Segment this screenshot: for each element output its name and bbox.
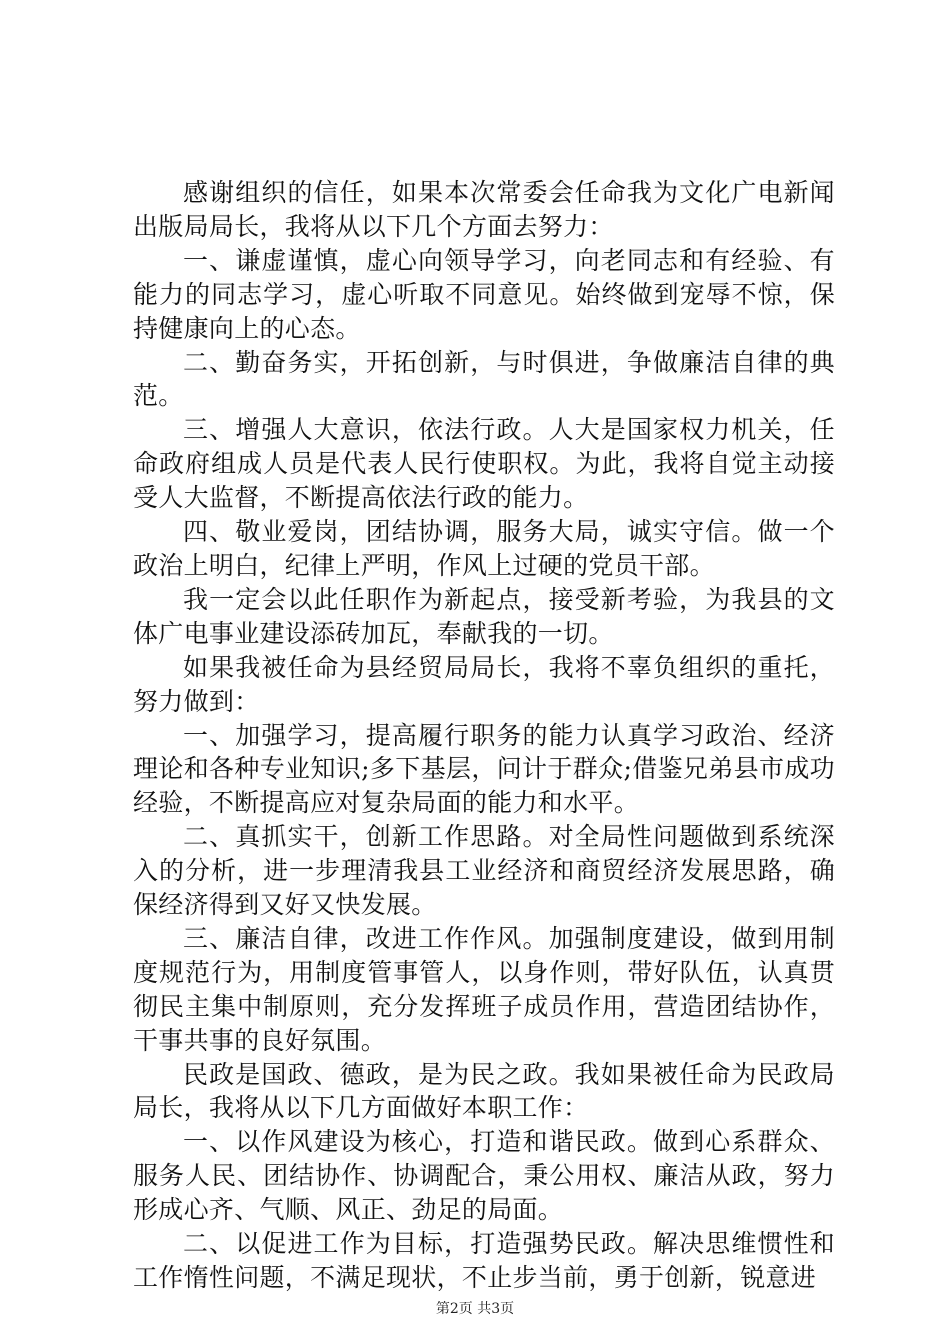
- paragraph: 三、廉洁自律，改进工作作风。加强制度建设，做到用制度规范行为，用制度管事管人，以身作则，带好队伍，认真贯彻民主集中制原则，充分发挥班子成员作用，营造团结协作，干事共事的良好氛围。: [133, 923, 835, 1055]
- paragraph: 一、以作风建设为核心，打造和谐民政。做到心系群众、服务人民、团结协作、协调配合，秉公用权、廉洁从政，努力形成心齐、气顺、风正、劲足的局面。: [133, 1127, 835, 1225]
- paragraph: 一、谦虚谨慎，虚心向领导学习，向老同志和有经验、有能力的同志学习，虚心听取不同意见。始终做到宠辱不惊，保持健康向上的心态。: [133, 245, 835, 343]
- paragraph: 二、勤奋务实，开拓创新，与时俱进，争做廉洁自律的典范。: [133, 347, 835, 411]
- page-footer: [0, 1300, 950, 1318]
- paragraph: 一、加强学习，提高履行职务的能力认真学习政治、经济理论和各种专业知识;多下基层，问计于群众;借鉴兄弟县市成功经验，不断提高应对复杂局面的能力和水平。: [133, 720, 835, 818]
- paragraph: 我一定会以此任职作为新起点，接受新考验，为我县的文体广电事业建设添砖加瓦，奉献我的一切。: [133, 584, 835, 648]
- document-body: [133, 176, 835, 1295]
- paragraph: 如果我被任命为县经贸局局长，我将不辜负组织的重托，努力做到：: [133, 652, 835, 716]
- paragraph: 感谢组织的信任，如果本次常委会任命我为文化广电新闻出版局局长，我将从以下几个方面去努力：: [133, 178, 835, 241]
- paragraph: 二、以促进工作为目标，打造强势民政。解决思维惯性和工作惰性问题，不满足现状，不止步当前，勇于创新，锐意进: [133, 1229, 835, 1292]
- paragraph: 二、真抓实干，创新工作思路。对全局性问题做到系统深入的分析，进一步理清我县工业经济和商贸经济发展思路，确保经济得到又好又快发展。: [133, 822, 835, 920]
- paragraph: 三、增强人大意识，依法行政。人大是国家权力机关，任命政府组成人员是代表人民行使职权。为此，我将自觉主动接受人大监督，不断提高依法行政的能力。: [133, 415, 835, 513]
- page-number: 第2页 共3页: [435, 1301, 515, 1317]
- paragraph: 四、敬业爱岗，团结协调，服务大局，诚实守信。做一个政治上明白，纪律上严明，作风上过硬的党员干部。: [133, 517, 835, 580]
- paragraph: 民政是国政、德政，是为民之政。我如果被任命为民政局局长，我将从以下几方面做好本职工作：: [133, 1059, 835, 1123]
